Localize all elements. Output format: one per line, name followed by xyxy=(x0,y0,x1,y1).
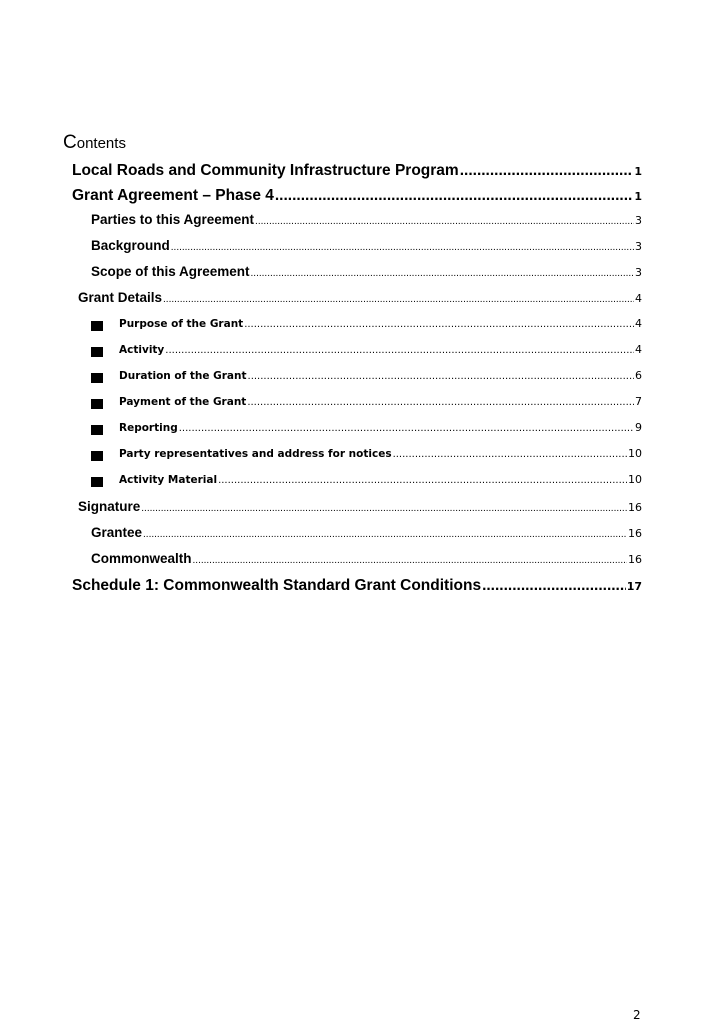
toc-entry-scope[interactable] xyxy=(91,264,642,284)
square-bullet-icon xyxy=(91,451,103,461)
toc-leader-dots xyxy=(171,242,634,253)
toc-entry-label: Grant Details xyxy=(78,290,163,305)
toc-page-number: 3 xyxy=(635,266,642,279)
toc-entry-activity-material[interactable] xyxy=(91,473,642,491)
toc-entry-payment[interactable] xyxy=(91,395,642,413)
toc-leader-dots xyxy=(247,397,634,408)
toc-page-number: 10 xyxy=(628,447,642,460)
toc-entry-label: Parties to this Agreement xyxy=(91,212,255,227)
toc-leader-dots xyxy=(218,475,627,486)
toc-leader-dots xyxy=(179,423,634,434)
toc-entry-label: Reporting xyxy=(119,422,178,434)
toc-entry-grant-details[interactable] xyxy=(78,290,642,310)
toc-page-number: 3 xyxy=(635,240,642,253)
toc-leader-dots xyxy=(163,294,634,305)
footer-page-number: 2 xyxy=(633,1008,641,1022)
toc-page-number: 9 xyxy=(635,421,642,434)
toc-page-number: 16 xyxy=(628,527,642,540)
toc-page-number: 1 xyxy=(634,190,642,203)
toc-entry-label: Commonwealth xyxy=(91,551,192,566)
toc-entry-label: Grant Agreement – Phase 4 xyxy=(72,187,274,204)
toc-entry-label: Payment of the Grant xyxy=(119,396,247,408)
toc-entry-label: Duration of the Grant xyxy=(119,370,247,382)
toc-entry-label: Activity xyxy=(119,344,165,356)
toc-page-number: 17 xyxy=(626,580,642,593)
toc-page-number: 7 xyxy=(635,395,642,408)
toc-page-number: 4 xyxy=(635,317,642,330)
square-bullet-icon xyxy=(91,477,103,487)
toc-leader-dots xyxy=(275,187,633,205)
toc-leader-dots xyxy=(393,449,627,460)
toc-entry-label: Grantee xyxy=(91,525,143,540)
toc-entry-reporting[interactable] xyxy=(91,421,642,439)
toc-entry-parties[interactable] xyxy=(91,212,642,232)
toc-leader-dots xyxy=(141,503,627,514)
toc-leader-dots xyxy=(165,345,634,356)
toc-entry-label: Activity Material xyxy=(119,474,218,486)
toc-entry-local-roads[interactable] xyxy=(72,162,642,184)
toc-page-number: 4 xyxy=(635,292,642,305)
toc-entry-label: Schedule 1: Commonwealth Standard Grant Conditions xyxy=(72,577,482,594)
toc-page-number: 3 xyxy=(635,214,642,227)
toc-entry-label: Background xyxy=(91,238,170,253)
toc-entry-label: Local Roads and Community Infrastructure Program xyxy=(72,162,459,179)
toc-leader-dots xyxy=(251,268,634,279)
toc-entry-activity[interactable] xyxy=(91,343,642,361)
square-bullet-icon xyxy=(91,373,103,383)
toc-leader-dots xyxy=(193,555,627,566)
toc-page-number: 6 xyxy=(635,369,642,382)
contents-heading xyxy=(63,133,126,154)
toc-leader-dots xyxy=(143,529,627,540)
toc-leader-dots xyxy=(244,319,634,330)
toc-leader-dots xyxy=(248,371,634,382)
contents-heading-initial: C xyxy=(63,132,77,153)
contents-heading-rest: ontents xyxy=(76,135,126,152)
toc-page-number: 10 xyxy=(628,473,642,486)
toc-page-number: 4 xyxy=(635,343,642,356)
toc-page-number: 1 xyxy=(634,165,642,178)
toc-entry-background[interactable] xyxy=(91,238,642,258)
toc-entry-grantee[interactable] xyxy=(91,525,642,545)
toc-entry-label: Scope of this Agreement xyxy=(91,264,250,279)
toc-entry-label: Party representatives and address for notices xyxy=(119,448,392,460)
toc-entry-duration[interactable] xyxy=(91,369,642,387)
toc-entry-label: Signature xyxy=(78,499,141,514)
toc-entry-grant-agreement[interactable] xyxy=(72,187,642,209)
square-bullet-icon xyxy=(91,347,103,357)
toc-entry-party-representatives[interactable] xyxy=(91,447,642,465)
toc-entry-schedule-1[interactable] xyxy=(72,577,642,599)
toc-leader-dots xyxy=(255,216,634,227)
square-bullet-icon xyxy=(91,425,103,435)
square-bullet-icon xyxy=(91,321,103,331)
toc-entry-commonwealth[interactable] xyxy=(91,551,642,571)
toc-entry-signature[interactable] xyxy=(78,499,642,519)
toc-entry-label: Purpose of the Grant xyxy=(119,318,244,330)
toc-page-number: 16 xyxy=(628,501,642,514)
toc-leader-dots xyxy=(460,162,634,180)
square-bullet-icon xyxy=(91,399,103,409)
toc-page-number: 16 xyxy=(628,553,642,566)
toc-leader-dots xyxy=(482,577,626,595)
toc-entry-purpose[interactable] xyxy=(91,317,642,335)
